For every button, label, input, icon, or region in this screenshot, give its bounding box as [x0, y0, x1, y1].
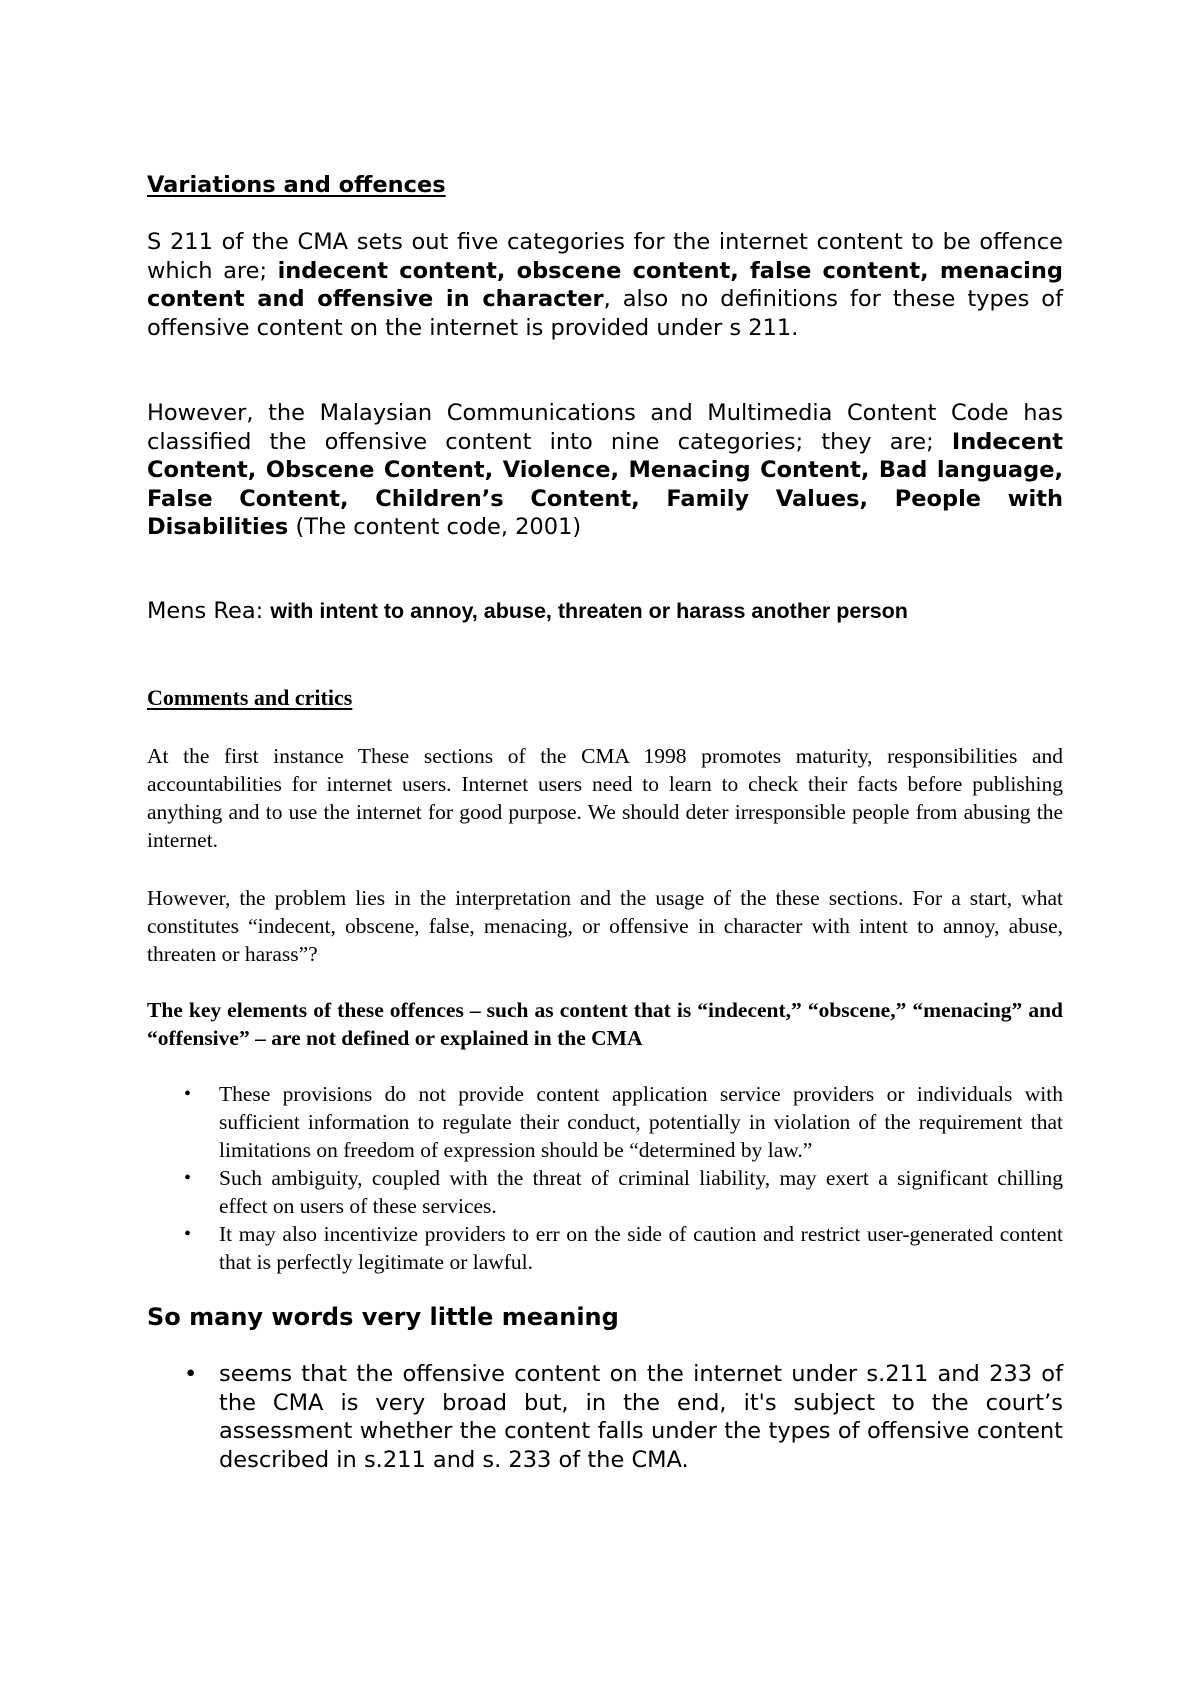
paragraph-key-elements: The key elements of these offences – such as content that is “indecent,” “obscene,” “menacing” and “offensive” – are not defined or explained in the CMA	[147, 998, 1063, 1050]
section-heading-so-many-words: So many words very little meaning	[147, 1303, 619, 1331]
mens-rea-label: Mens Rea:	[147, 598, 271, 624]
list-item-text: These provisions do not provide content application service providers or individuals with sufficient information to regulate their conduct, potentially in violation of the requirement that limitations on freedom of expression should be “determined by law.”	[219, 1082, 1063, 1162]
paragraph-content-code	[147, 399, 1063, 542]
bullet-icon: •	[184, 1361, 198, 1387]
bullet-icon: •	[184, 1223, 192, 1245]
list-item	[147, 1080, 1063, 1164]
paragraph-bold-categories: Indecent Content, Obscene Content, Violence, Menacing Content, Bad language, False Content, Children’s Content, Family Values, People with Disabilities	[147, 428, 1063, 540]
bullet-list-meaning	[147, 1360, 1063, 1474]
list-item-text: seems that the offensive content on the internet under s.211 and 233 of the CMA is very broad but, in the end, it's subject to the court’s assessment whether the content falls under the types of offensive content described in s.211 and s. 233 of the CMA.	[219, 1361, 1063, 1473]
paragraph-first-instance: At the first instance These sections of the CMA 1998 promotes maturity, responsibilities and accountabilities for internet users. Internet users need to learn to check their facts before publishing anything and to use the internet for good purpose. We should deter irresponsible people from abusing the internet.	[147, 744, 1063, 852]
section-heading-variations: Variations and offences	[147, 172, 446, 198]
bullet-list-critics	[147, 1080, 1063, 1276]
list-item	[147, 1360, 1063, 1474]
list-item-text: It may also incentivize providers to err on the side of caution and restrict user-generated content that is perfectly legitimate or lawful.	[219, 1222, 1063, 1274]
paragraph-lead: S 211 of the CMA sets out five categories for the internet content to be offence which are;	[147, 229, 1063, 284]
bullet-icon: •	[184, 1167, 192, 1189]
mens-rea-text: with intent to annoy, abuse, threaten or harass another person	[270, 599, 908, 623]
paragraph-s211-categories	[147, 228, 1063, 342]
bullet-icon: •	[184, 1083, 192, 1105]
paragraph-tail: , also no definitions for these types of offensive content on the internet is provided under s 211.	[147, 286, 1063, 341]
paragraph-lead: However, the Malaysian Communications and Multimedia Content Code has classified the offensive content into nine categories; they are;	[147, 400, 1063, 455]
paragraph-problem: However, the problem lies in the interpretation and the usage of the these sections. For a start, what constitutes “indecent, obscene, false, menacing, or offensive in character with intent to annoy, abuse, threaten or harass”?	[147, 886, 1063, 966]
section-heading-comments: Comments and critics	[147, 685, 353, 710]
paragraph-tail: (The content code, 2001)	[288, 514, 582, 540]
list-item-text: Such ambiguity, coupled with the threat of criminal liability, may exert a significant chilling effect on users of these services.	[219, 1166, 1063, 1218]
list-item	[147, 1164, 1063, 1220]
list-item	[147, 1220, 1063, 1276]
paragraph-bold-categories: indecent content, obscene content, false content, menacing content and offensive in character	[147, 257, 1063, 312]
paragraph-mens-rea	[147, 598, 1063, 624]
